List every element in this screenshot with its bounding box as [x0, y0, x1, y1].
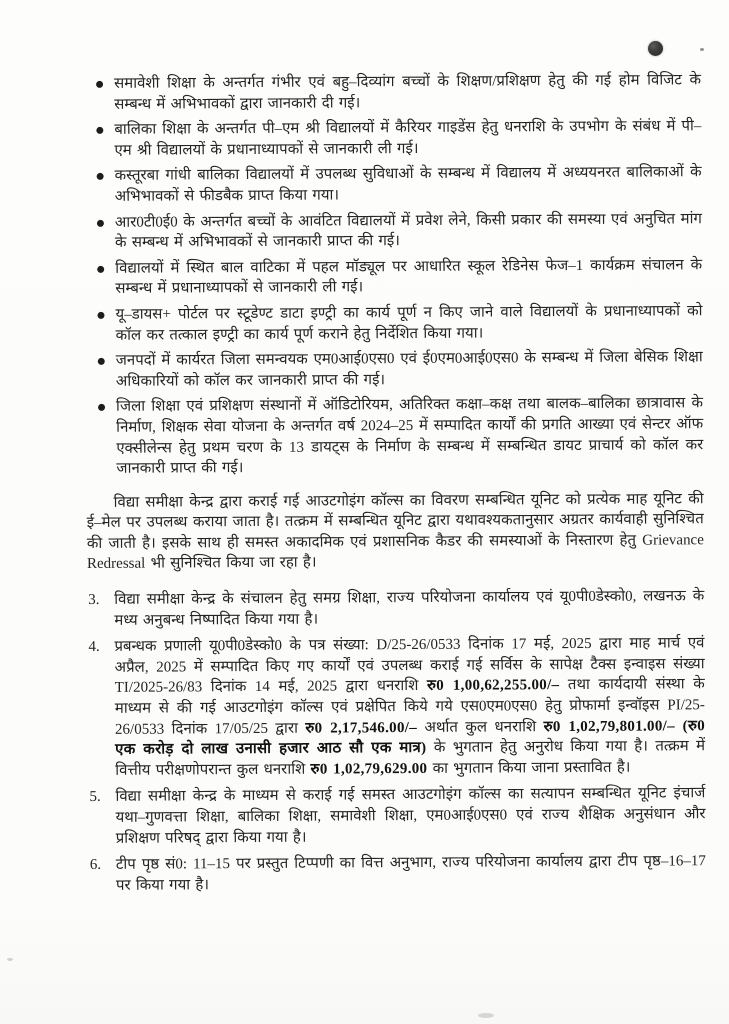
- bullet-icon: [98, 358, 105, 365]
- bullet-text: बालिका शिक्षा के अन्तर्गत पी–एम श्री विद्यालयों में कैरियर गाइडेंस हेतु धनराशि के उपभोग के संबंध में पी–एम श्री विद्यालयों के प्रधानाध्यापकों से जानकारी ली गई।: [114, 118, 702, 159]
- amount-proforma-invoice: रु0 2,17,546.00/–: [305, 719, 418, 737]
- bullet-item-bal-vatika: [85, 255, 702, 300]
- bullet-icon: [98, 404, 105, 411]
- numbered-item-5: [88, 784, 705, 850]
- punch-hole-dot: [648, 41, 663, 56]
- scan-speck: [7, 958, 13, 961]
- bullet-list: [84, 70, 703, 479]
- item-text: टीप पृष्ठ सं0: 11–15 पर प्रस्तुत टिप्पणी का वित्त अनुभाग, राज्य परियोजना कार्यालय द्वारा टीप पृष्ठ–16–17 पर किया गया है।: [115, 853, 706, 894]
- bullet-icon: [96, 81, 103, 88]
- amount-tax-invoice: रु0 1,00,62,255.00/–: [426, 677, 560, 695]
- bullet-icon: [97, 312, 104, 319]
- amount-total-proposed: रु0 1,02,79,629.00: [310, 760, 428, 778]
- item-text-segment: के भुगतान हेतु अनुरोध किया गया है। तत्क्रम में वित्तीय परीक्षणोपरान्त कुल धनराशि: [115, 738, 706, 779]
- bullet-item-rte-admission: [85, 209, 702, 254]
- bullet-item-kgbv-feedback: [85, 163, 702, 208]
- bullet-item-mis-emis: [86, 347, 703, 392]
- bullet-item-girls-education: [84, 116, 701, 161]
- item-text-segment: प्रबन्धक प्रणाली यू0पी0डेस्को0 के पत्र संख्या: D/25-26/0533 दिनांक 17 मई, 2025 द्वारा माह मार्च एवं अप्रैल, 2025 में सम्पादित किए गए कार्यों एवं उपलब्ध कराई गई सर्विस के सापेक्ष टैक्स इन्वाइस संख्या TI/2025-26/83 दिनांक 14 मई, 2025 द्वारा धनराशि: [114, 635, 705, 697]
- bullet-text: समावेशी शिक्षा के अन्तर्गत गंभीर एवं बहु–दिव्यांग बच्चों के शिक्षण/प्रशिक्षण हेतु की गई होम विजिट के सम्बन्ध में अभिभावकों द्वारा जानकारी दी गई।: [114, 72, 702, 113]
- numbered-list: [87, 586, 706, 896]
- numbered-item-3: [87, 586, 704, 631]
- item-number: 3.: [88, 591, 100, 609]
- document-body: [84, 70, 706, 902]
- scan-speck: [478, 1013, 494, 1018]
- item-text-segment: तथा कार्यदायी संस्था के माध्यम से की गई आउटगोइंग कॉल्स एवं प्रक्षेपित किये गये एस0एम0एस0 हेतु प्रोफार्मा इन्वॉइस PI/25-26/0533 दिनांक 17/05/25 द्वारा: [114, 676, 705, 738]
- scan-speck: [700, 48, 704, 51]
- bullet-text: जिला शिक्षा एवं प्रशिक्षण संस्थानों में ऑडिटोरियम, अतिरिक्त कक्षा–कक्ष तथा बालक–बालिका छात्रावास के निर्माण, शिक्षक सेवा योजना के अन्तर्गत वर्ष 2024–25 में सम्पादित कार्यों की प्रगति आख्या एवं सेन्टर ऑफ एक्सीलेन्स हेतु प्रथम चरण के 13 डायट्स के निर्माण के सम्बन्ध में सम्बन्धित डायट प्राचार्य को कॉल कर जानकारी प्राप्त की गई।: [115, 395, 704, 477]
- item-number: 5.: [89, 789, 101, 806]
- item-text-segment: अर्थात कुल धनराशि: [416, 718, 544, 736]
- amount-total-requested: रु0 1,02,79,801.00/– (रु0 एक करोड़ दो लाख उनासी हजार आठ सौ एक मात्र): [115, 717, 706, 759]
- bullet-icon: [96, 127, 103, 134]
- bullet-item-diet-construction: [86, 394, 703, 480]
- item-number: 4.: [88, 639, 100, 656]
- bullet-text: विद्यालयों में स्थित बाल वाटिका में पहल मॉड्यूल पर आधारित स्कूल रेडिनेस फेज–1 कार्यक्रम संचालन के सम्बन्ध में प्रधानाध्यापकों से जानकारी ली गई।: [115, 256, 703, 298]
- numbered-item-6: [89, 851, 706, 896]
- item-text: विद्या समीक्षा केन्द्र के संचालन हेतु समग्र शिक्षा, राज्य परियोजना कार्यालय एवं यू0पी0डेस्को0, लखनऊ के मध्य अनुबन्ध निष्पादित किया गया है।: [114, 588, 705, 629]
- bullet-text: कस्तूरबा गांधी बालिका विद्यालयों में उपलब्ध सुविधाओं के सम्बन्ध में विद्यालय में अध्ययनरत बालिकाओं के अभिभावकों से फीडबैक प्राप्त किया गया।: [114, 164, 702, 205]
- item-text-segment: का भुगतान किया जाना प्रस्तावित है।: [427, 759, 631, 777]
- bullet-text: जनपदों में कार्यरत जिला समन्वयक एम0आई0एस0 एवं ई0एम0आई0एस0 के सम्बन्ध में जिला बेसिक शिक्षा अधिकारियों को कॉल कर जानकारी प्राप्त की गई।: [115, 349, 703, 390]
- bullet-item-home-visit: [84, 70, 701, 115]
- item-number: 6.: [89, 857, 102, 874]
- numbered-item-4: [87, 633, 705, 781]
- bullet-icon: [97, 173, 104, 180]
- bullet-icon: [97, 219, 104, 226]
- bullet-text: आर0टी0ई0 के अन्तर्गत बच्चों के आवंटित विद्यालयों में प्रवेश लेने, किसी प्रकार की समस्या एवं अनुचित मांग के सम्बन्ध में अभिभावकों से जानकारी प्राप्त की गई।: [114, 210, 702, 251]
- bullet-icon: [97, 266, 104, 273]
- item-text: विद्या समीक्षा केन्द्र के माध्यम से कराई गई समस्त आउटगोइंग कॉल्स का सत्यापन सम्बन्धित यूनिट इंचार्ज यथा–गुणवत्ता शिक्षा, बालिका शिक्षा, समावेशी शिक्षा, एम0आई0एस0 एवं राज्य शैक्षिक अनुसंधान और प्रशिक्षण परिषद् द्वारा किया गया है।: [115, 785, 706, 847]
- bullet-item-udise-entry: [85, 301, 702, 346]
- item-text: [114, 635, 705, 778]
- bullet-text: यू–डायस+ पोर्टल पर स्टूडेण्ट डाटा इण्ट्री का कार्य पूर्ण न किए जाने वाले विद्यालयों के प्रधानाध्यापकों को कॉल कर तत्काल इण्ट्री का कार्य पूर्ण कराने हेतु निर्देशित किया गया।: [115, 303, 703, 344]
- closing-paragraph: विद्या समीक्षा केन्द्र द्वारा कराई गई आउटगोइंग कॉल्स का विवरण सम्बन्धित यूनिट को प्रत्येक माह यूनिट की ई–मेल पर उपलब्ध कराया जाता है। तत्क्रम में सम्बन्धित यूनिट द्वारा यथावश्यकतानुसार अग्रतर कार्यवाही सुनिश्चित की जाती है। इसके साथ ही समस्त अकादमिक एवं प्रशासनिक कैडर की समस्याओं के निस्तारण हेतु Grievance Redressal भी सुनिश्चित किया जा रहा है।: [86, 490, 704, 573]
